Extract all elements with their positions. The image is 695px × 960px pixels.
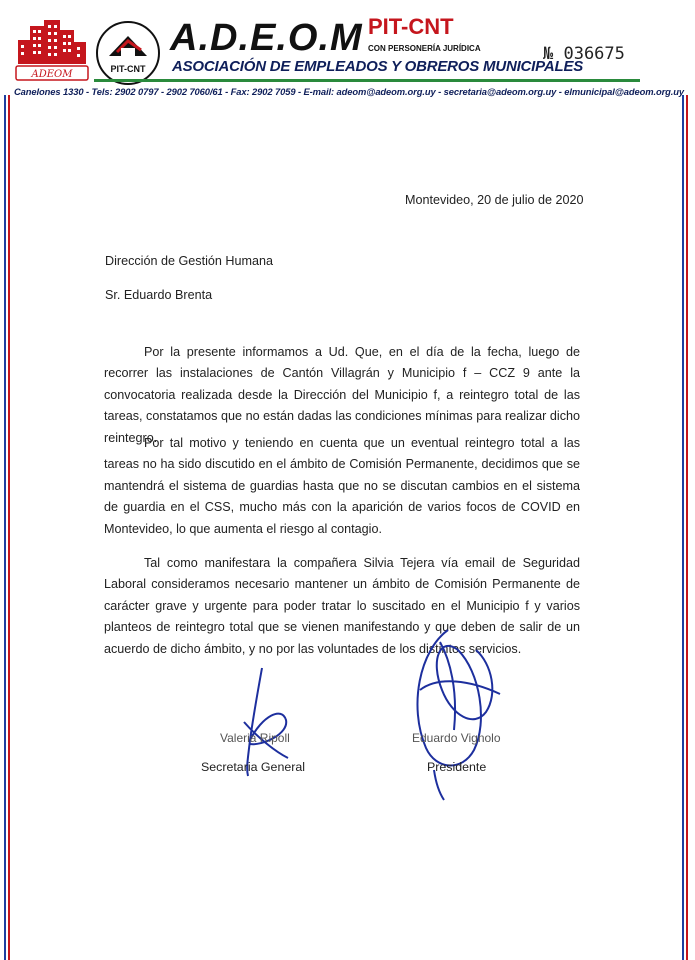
adeom-building-logo — [14, 20, 90, 82]
pit-cnt-seal — [95, 20, 161, 86]
right-stripe-blue — [682, 95, 684, 960]
signatory-left-role: Secretaria General — [201, 760, 305, 774]
org-legal-status: CON PERSONERÍA JURÍDICA — [368, 44, 481, 53]
signatory-left-name: Valeria Ripoll — [220, 731, 290, 745]
signatory-right-name: Eduardo Vignolo — [412, 731, 501, 745]
seal-text: PIT-CNT — [110, 64, 146, 74]
paragraph-1: Por la presente informamos a Ud. Que, en el día de la fecha, luego de recorrer las instalaciones de Cantón Villagrán y Municipio f – CCZ 9 ante la convocatoria realizada desde la Dirección del Municipio f, a reintegro total de las tareas, constatamos que no están dadas las condiciones mínimas para realizar dicho reintegro. — [104, 345, 580, 445]
recipient-department: Dirección de Gestión Humana — [105, 254, 273, 268]
right-stripe-red — [686, 95, 688, 960]
logo-text: ADEOM — [31, 69, 73, 80]
paragraph-3: Tal como manifestara la compañera Silvia Tejera vía email de Seguridad Laboral consideramos necesario mantener un ámbito de Comisión Permanente de carácter grave y urgente para poder tratar lo suscitado en el Municipio f y varios planteos de reintegro total que se vienen manifestando y que deben de salir de un acuerdo de dicho ámbito, y no por las voluntades de los distintos servicios. — [104, 556, 580, 656]
org-full-name: ASOCIACIÓN DE EMPLEADOS Y OBREROS MUNICIPALES — [172, 58, 584, 75]
contact-line: Canelones 1330 - Tels: 2902 0797 - 2902 7060/61 - Fax: 2902 7059 - E-mail: adeom@adeom.org.uy - secretaria@adeom.org.uy - elmunicipal@adeom.org.uy — [14, 86, 685, 97]
document-number: № 036675 — [543, 44, 625, 64]
recipient-name: Sr. Eduardo Brenta — [105, 288, 213, 302]
left-stripe-red — [8, 95, 10, 960]
paragraph-2: Por tal motivo y teniendo en cuenta que un eventual reintegro total a las tareas no ha sido discutido en el ámbito de Comisión Permanente, decidimos que se mantendrá el sistema de guardias hasta que no se discutan cambios en el sistema de guardia en el CSS, mucho más con la aparición de varios focos de COVID en Montevideo, lo que aumenta el riesgo al contagio. — [104, 436, 580, 536]
org-acronym: A.D.E.O.M — [170, 17, 363, 59]
left-stripe-blue — [4, 95, 6, 960]
letter-date: Montevideo, 20 de julio de 2020 — [405, 193, 584, 207]
org-affiliation: PIT-CNT — [368, 14, 454, 39]
letterhead — [0, 0, 695, 100]
letterhead-rule — [94, 79, 640, 82]
signatory-right-role: Presidente — [427, 760, 487, 774]
